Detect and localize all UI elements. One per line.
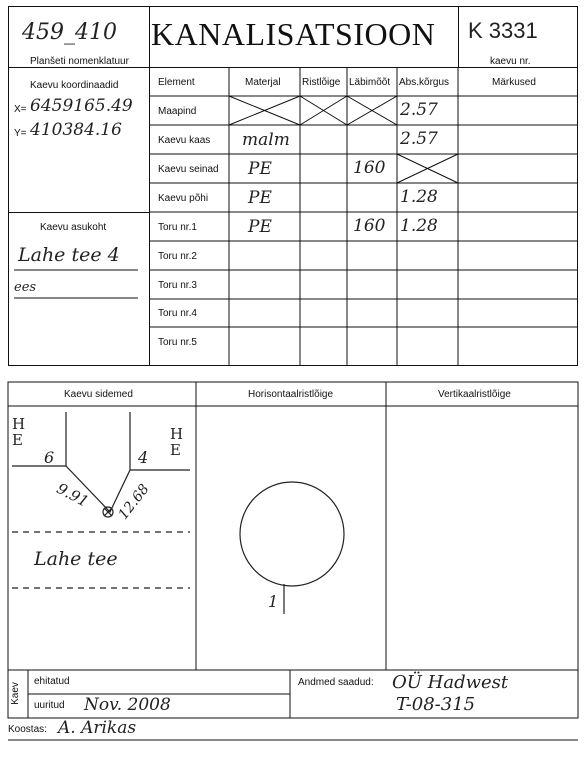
distance-right: 4 xyxy=(138,448,149,467)
col-header-notes: Märkused xyxy=(492,77,536,88)
surveyed-label: uuritud xyxy=(34,700,65,711)
nomenclature-value: 459_410 xyxy=(22,20,117,45)
coordinates-label: Kaevu koordinaadid xyxy=(30,80,119,91)
y-prefix: Y= xyxy=(14,128,27,139)
row-label: Toru nr.4 xyxy=(158,308,197,319)
source-line1: OÜ Hadwest xyxy=(392,672,509,693)
horizontal-section-label: Horisontaalristlõige xyxy=(248,389,334,400)
col-header-abs-height: Abs.kõrgus xyxy=(399,77,450,88)
compiled-label: Koostas: xyxy=(8,724,47,735)
col-header-material: Materjal xyxy=(245,77,281,88)
y-coordinate-value: 410384.16 xyxy=(30,120,122,140)
compiled-value: A. Arikas xyxy=(58,718,137,738)
surveyed-value: Nov. 2008 xyxy=(84,695,171,715)
cell-material: malm xyxy=(242,130,290,150)
row-label: Toru nr.3 xyxy=(158,280,197,291)
vertical-section-label: Vertikaalristlõige xyxy=(438,389,511,400)
row-label: Toru nr.5 xyxy=(158,337,197,348)
well-number-value: K 3331 xyxy=(468,18,538,43)
diagonal-left: 9.91 xyxy=(53,479,92,511)
cell-material: PE xyxy=(248,217,272,237)
well-number-label: kaevu nr. xyxy=(490,56,531,67)
distance-left: 6 xyxy=(44,448,55,467)
col-header-cross-section: Ristlõige xyxy=(302,77,341,88)
row-label: Kaevu kaas xyxy=(158,135,211,146)
source-line2: T-08-315 xyxy=(396,694,476,715)
location-line2: ees xyxy=(14,280,37,295)
row-label: Toru nr.1 xyxy=(158,222,197,233)
cell-height: 1.28 xyxy=(400,216,438,236)
pipe-mark: 1 xyxy=(268,592,279,611)
cell-material: PE xyxy=(248,159,272,179)
well-side-label: Kaev xyxy=(9,682,21,705)
built-label: ehitatud xyxy=(34,676,70,687)
cell-diameter: 160 xyxy=(353,216,386,236)
source-label: Andmed saadud: xyxy=(298,677,374,688)
row-label: Kaevu põhi xyxy=(158,193,209,204)
ties-label: Kaevu sidemed xyxy=(64,389,133,400)
row-label: Kaevu seinad xyxy=(158,164,219,175)
he-right-label: HE xyxy=(170,425,184,459)
he-left-label: HE xyxy=(12,415,26,449)
cell-material: PE xyxy=(248,188,272,208)
street-name: Lahe tee xyxy=(34,548,118,570)
col-header-diameter: Läbimõõt xyxy=(349,77,391,88)
cell-height: 1.28 xyxy=(400,187,438,207)
nomenclature-label: Planšeti nomenklatuur xyxy=(30,56,129,67)
location-line1: Lahe tee 4 xyxy=(18,244,120,266)
diagonal-right: 12.68 xyxy=(115,481,153,523)
cell-height: 2.57 xyxy=(400,100,438,120)
cell-diameter: 160 xyxy=(353,158,386,178)
col-header-element: Element xyxy=(158,77,195,88)
row-label: Maapind xyxy=(158,106,197,117)
page-title: KANALISATSIOON xyxy=(151,16,436,52)
location-label: Kaevu asukoht xyxy=(40,222,107,233)
x-coordinate-value: 6459165.49 xyxy=(30,96,133,116)
cell-height: 2.57 xyxy=(400,129,438,149)
x-prefix: X= xyxy=(14,104,27,115)
row-label: Toru nr.2 xyxy=(158,251,197,262)
